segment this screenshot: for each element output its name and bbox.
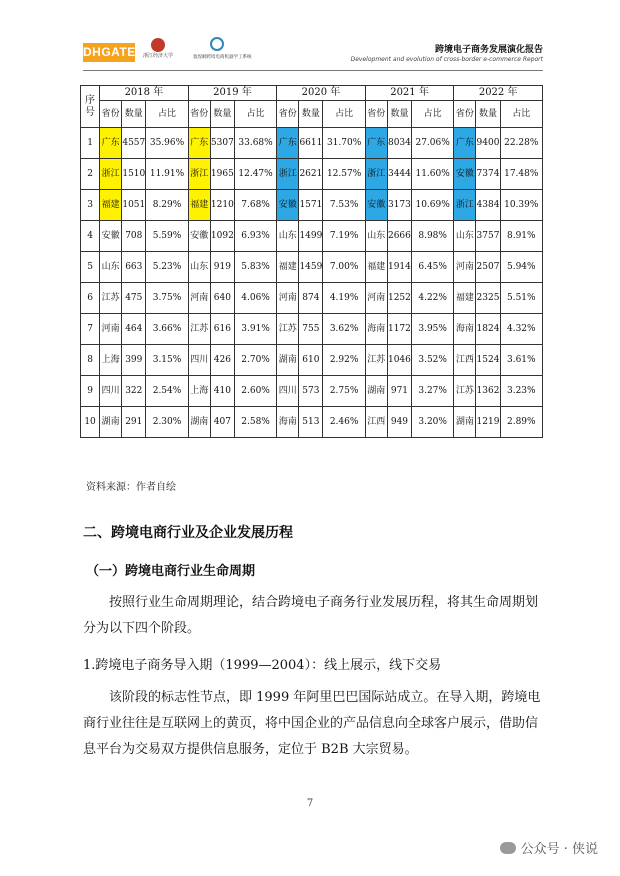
province-cell: 湖南	[100, 407, 122, 438]
share-cell: 17.48%	[500, 159, 542, 190]
page-header	[83, 34, 543, 68]
rank-cell: 1	[81, 128, 100, 159]
count-cell: 322	[122, 376, 146, 407]
province-cell: 广东	[188, 128, 210, 159]
share-cell: 10.39%	[500, 190, 542, 221]
table-row	[81, 407, 543, 438]
province-cell: 海南	[365, 314, 387, 345]
column-header: 占比	[500, 101, 542, 128]
share-cell: 10.69%	[412, 190, 454, 221]
count-cell: 9400	[476, 128, 500, 159]
paragraph-lifecycle: 按照行业生命周期理论，结合跨境电子商务行业发展历程，将其生命周期划分为以下四个阶段。	[83, 595, 539, 636]
count-cell: 1252	[387, 283, 411, 314]
page-number: 7	[306, 798, 314, 809]
column-header: 数量	[122, 101, 146, 128]
province-cell: 山东	[188, 252, 210, 283]
province-cell: 福建	[277, 252, 299, 283]
table-source-note: 资料来源：作者自绘	[86, 482, 176, 493]
share-cell: 11.91%	[146, 159, 188, 190]
count-cell: 573	[299, 376, 323, 407]
table-row	[81, 190, 543, 221]
province-ranking-table	[80, 85, 543, 438]
province-cell: 安徽	[277, 190, 299, 221]
rank-cell: 9	[81, 376, 100, 407]
header-divider	[83, 70, 543, 71]
count-cell: 8034	[387, 128, 411, 159]
share-cell: 3.61%	[500, 345, 542, 376]
province-cell: 江苏	[100, 283, 122, 314]
province-cell: 江西	[365, 407, 387, 438]
count-cell: 5307	[210, 128, 234, 159]
province-cell: 湖南	[277, 345, 299, 376]
count-cell: 1965	[210, 159, 234, 190]
count-cell: 971	[387, 376, 411, 407]
province-cell: 安徽	[100, 221, 122, 252]
section-heading: 二、跨境电商行业及企业发展历程	[83, 525, 293, 541]
count-cell: 610	[299, 345, 323, 376]
column-header: 省份	[365, 101, 387, 128]
count-cell: 513	[299, 407, 323, 438]
rank-cell: 10	[81, 407, 100, 438]
count-cell: 1459	[299, 252, 323, 283]
share-cell: 8.98%	[412, 221, 454, 252]
province-cell: 河南	[277, 283, 299, 314]
count-cell: 464	[122, 314, 146, 345]
count-cell: 949	[387, 407, 411, 438]
share-cell: 3.20%	[412, 407, 454, 438]
province-cell: 河南	[188, 283, 210, 314]
province-cell: 山东	[277, 221, 299, 252]
table-row	[81, 221, 543, 252]
report-title: 跨境电子商务发展演化报告	[434, 45, 543, 55]
share-cell: 3.62%	[323, 314, 365, 345]
province-cell: 福建	[188, 190, 210, 221]
share-cell: 4.06%	[234, 283, 276, 314]
count-cell: 4384	[476, 190, 500, 221]
rank-cell: 5	[81, 252, 100, 283]
count-cell: 1499	[299, 221, 323, 252]
share-cell: 4.22%	[412, 283, 454, 314]
share-cell: 22.28%	[500, 128, 542, 159]
rank-cell: 3	[81, 190, 100, 221]
province-cell: 河南	[454, 252, 476, 283]
share-cell: 2.92%	[323, 345, 365, 376]
province-cell: 江苏	[188, 314, 210, 345]
table-row	[81, 252, 543, 283]
province-cell: 江西	[454, 345, 476, 376]
count-cell: 1172	[387, 314, 411, 345]
share-cell: 2.54%	[146, 376, 188, 407]
province-cell: 湖南	[365, 376, 387, 407]
province-cell: 上海	[100, 345, 122, 376]
count-cell: 616	[210, 314, 234, 345]
count-cell: 708	[122, 221, 146, 252]
share-cell: 31.70%	[323, 128, 365, 159]
province-cell: 江苏	[365, 345, 387, 376]
column-header: 数量	[387, 101, 411, 128]
count-cell: 874	[299, 283, 323, 314]
year-header: 2022 年	[454, 86, 543, 101]
year-header: 2021 年	[365, 86, 454, 101]
column-header: 省份	[454, 101, 476, 128]
province-cell: 河南	[365, 283, 387, 314]
rank-cell: 4	[81, 221, 100, 252]
column-header: 数量	[476, 101, 500, 128]
share-cell: 2.75%	[323, 376, 365, 407]
lab-logo-text: 敦煌網跨境电商机器学工系统	[193, 55, 252, 60]
watermark	[500, 838, 598, 857]
share-cell: 5.51%	[500, 283, 542, 314]
share-cell: 3.75%	[146, 283, 188, 314]
year-header: 2018 年	[100, 86, 189, 101]
year-header: 2019 年	[188, 86, 277, 101]
share-cell: 3.23%	[500, 376, 542, 407]
share-cell: 12.57%	[323, 159, 365, 190]
university-logo-text: 浙江经济大学	[143, 53, 174, 59]
province-cell: 四川	[100, 376, 122, 407]
table-row	[81, 159, 543, 190]
count-cell: 755	[299, 314, 323, 345]
province-cell: 福建	[454, 283, 476, 314]
share-cell: 3.15%	[146, 345, 188, 376]
watermark-text: 公众号 · 侠说	[520, 842, 598, 857]
province-cell: 海南	[277, 407, 299, 438]
count-cell: 3444	[387, 159, 411, 190]
count-cell: 919	[210, 252, 234, 283]
column-header: 占比	[146, 101, 188, 128]
year-header: 2020 年	[277, 86, 366, 101]
dhgate-logo: DHGATE	[83, 43, 135, 62]
count-cell: 399	[122, 345, 146, 376]
count-cell: 1210	[210, 190, 234, 221]
province-cell: 浙江	[365, 159, 387, 190]
province-cell: 福建	[100, 190, 122, 221]
province-cell: 湖南	[454, 407, 476, 438]
province-cell: 浙江	[100, 159, 122, 190]
province-cell: 福建	[365, 252, 387, 283]
share-cell: 2.46%	[323, 407, 365, 438]
share-cell: 3.95%	[412, 314, 454, 345]
rank-cell: 6	[81, 283, 100, 314]
rank-cell: 8	[81, 345, 100, 376]
count-cell: 2507	[476, 252, 500, 283]
column-header: 省份	[100, 101, 122, 128]
paragraph-stage-1: 该阶段的标志性节点，即 1999 年阿里巴巴国际站成立。在导入期，跨境电商行业往往是互联网上的黄页，将中国企业的产品信息向全球客户展示，借助信息平台为交易双方提供信息服务，定位于 B2B 大宗贸易。	[83, 690, 541, 757]
count-cell: 426	[210, 345, 234, 376]
column-header: 数量	[210, 101, 234, 128]
count-cell: 6611	[299, 128, 323, 159]
share-cell: 7.68%	[234, 190, 276, 221]
column-header: 数量	[299, 101, 323, 128]
count-cell: 1571	[299, 190, 323, 221]
share-cell: 3.66%	[146, 314, 188, 345]
count-cell: 1051	[122, 190, 146, 221]
count-cell: 1524	[476, 345, 500, 376]
province-cell: 江苏	[277, 314, 299, 345]
share-cell: 4.19%	[323, 283, 365, 314]
province-cell: 四川	[277, 376, 299, 407]
table-row	[81, 314, 543, 345]
count-cell: 410	[210, 376, 234, 407]
province-cell: 安徽	[188, 221, 210, 252]
province-cell: 广东	[100, 128, 122, 159]
share-cell: 3.91%	[234, 314, 276, 345]
province-cell: 上海	[188, 376, 210, 407]
count-cell: 407	[210, 407, 234, 438]
share-cell: 7.00%	[323, 252, 365, 283]
stage-1-heading: 1.跨境电子商务导入期（1999—2004）：线上展示，线下交易	[83, 658, 442, 673]
province-cell: 广东	[277, 128, 299, 159]
province-cell: 浙江	[454, 190, 476, 221]
share-cell: 7.53%	[323, 190, 365, 221]
share-cell: 3.52%	[412, 345, 454, 376]
table-row	[81, 376, 543, 407]
share-cell: 6.45%	[412, 252, 454, 283]
province-cell: 海南	[454, 314, 476, 345]
share-cell: 5.94%	[500, 252, 542, 283]
share-cell: 8.91%	[500, 221, 542, 252]
share-cell: 11.60%	[412, 159, 454, 190]
province-cell: 广东	[365, 128, 387, 159]
count-cell: 1219	[476, 407, 500, 438]
share-cell: 4.32%	[500, 314, 542, 345]
count-cell: 7374	[476, 159, 500, 190]
province-cell: 安徽	[454, 159, 476, 190]
rank-cell: 2	[81, 159, 100, 190]
column-header: 占比	[323, 101, 365, 128]
subsection-heading: （一）跨境电商行业生命周期	[86, 564, 256, 579]
count-cell: 1914	[387, 252, 411, 283]
province-cell: 湖南	[188, 407, 210, 438]
lab-globe-icon	[210, 37, 224, 51]
province-cell: 安徽	[365, 190, 387, 221]
rank-cell: 7	[81, 314, 100, 345]
province-cell: 广东	[454, 128, 476, 159]
share-cell: 2.58%	[234, 407, 276, 438]
count-cell: 640	[210, 283, 234, 314]
share-cell: 3.27%	[412, 376, 454, 407]
share-cell: 35.96%	[146, 128, 188, 159]
count-cell: 1046	[387, 345, 411, 376]
province-cell: 浙江	[188, 159, 210, 190]
count-cell: 1510	[122, 159, 146, 190]
share-cell: 33.68%	[234, 128, 276, 159]
count-cell: 291	[122, 407, 146, 438]
report-subtitle: Development and evolution of cross-border e-commerce Report	[350, 56, 543, 63]
share-cell: 5.23%	[146, 252, 188, 283]
table-row	[81, 345, 543, 376]
count-cell: 1092	[210, 221, 234, 252]
count-cell: 3173	[387, 190, 411, 221]
column-header: 占比	[412, 101, 454, 128]
share-cell: 2.60%	[234, 376, 276, 407]
province-cell: 江苏	[454, 376, 476, 407]
share-cell: 2.30%	[146, 407, 188, 438]
count-cell: 663	[122, 252, 146, 283]
count-cell: 4557	[122, 128, 146, 159]
share-cell: 2.70%	[234, 345, 276, 376]
column-header: 省份	[277, 101, 299, 128]
count-cell: 2621	[299, 159, 323, 190]
column-header: 占比	[234, 101, 276, 128]
share-cell: 27.06%	[412, 128, 454, 159]
share-cell: 2.89%	[500, 407, 542, 438]
university-emblem-icon	[151, 38, 165, 52]
share-cell: 5.59%	[146, 221, 188, 252]
province-cell: 浙江	[277, 159, 299, 190]
share-cell: 6.93%	[234, 221, 276, 252]
count-cell: 2325	[476, 283, 500, 314]
seq-header: 序号	[81, 86, 100, 128]
share-cell: 5.83%	[234, 252, 276, 283]
province-cell: 山东	[100, 252, 122, 283]
wechat-icon	[500, 842, 516, 854]
table-row	[81, 128, 543, 159]
province-cell: 山东	[454, 221, 476, 252]
province-cell: 山东	[365, 221, 387, 252]
province-cell: 四川	[188, 345, 210, 376]
table-row	[81, 283, 543, 314]
count-cell: 1824	[476, 314, 500, 345]
share-cell: 12.47%	[234, 159, 276, 190]
column-header: 省份	[188, 101, 210, 128]
count-cell: 2666	[387, 221, 411, 252]
count-cell: 475	[122, 283, 146, 314]
count-cell: 3757	[476, 221, 500, 252]
share-cell: 7.19%	[323, 221, 365, 252]
share-cell: 8.29%	[146, 190, 188, 221]
count-cell: 1362	[476, 376, 500, 407]
province-cell: 河南	[100, 314, 122, 345]
